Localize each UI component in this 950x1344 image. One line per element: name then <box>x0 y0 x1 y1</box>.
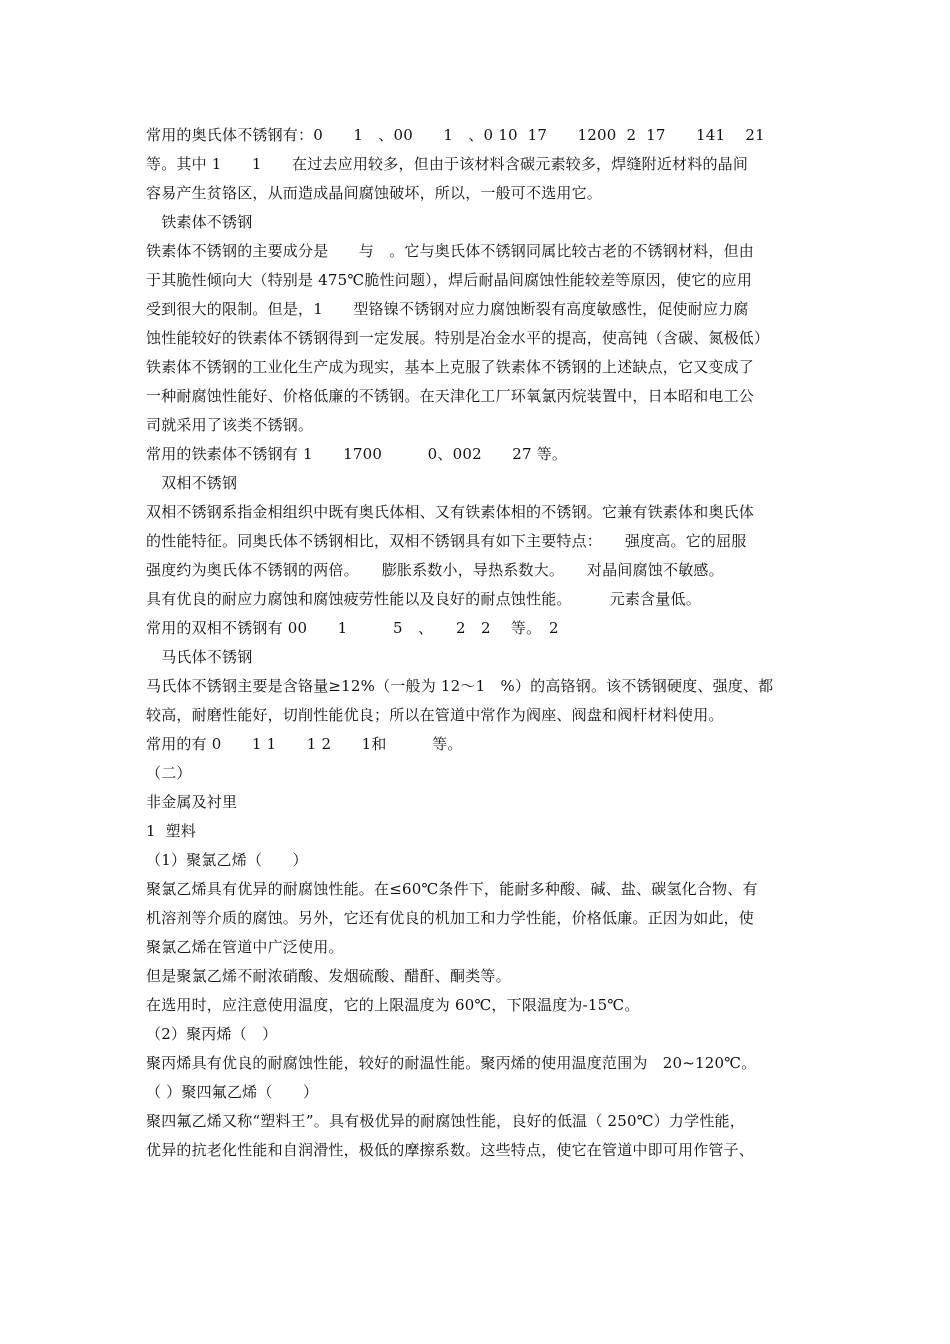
section-heading: （二） <box>146 764 192 782</box>
text-line: 常用的奥氏体不锈钢有：0 1 、00 1 、0 10 17 1200 2 17 141 21 <box>146 126 765 144</box>
text-line: 优异的抗老化性能和自润滑性，极低的摩擦系数。这些特点，使它在管道中即可用作管子、 <box>146 1141 755 1159</box>
body-text <box>146 121 812 1165</box>
text-line: 但是聚氯乙烯不耐浓硝酸、发烟硫酸、醋酐、酮类等。 <box>146 967 511 985</box>
text-line: 受到很大的限制。但是，1 型铬镍不锈钢对应力腐蚀断裂有高度敏感性，促使耐应力腐 <box>146 300 749 318</box>
section-heading: （2）聚丙烯（ ） <box>146 1025 278 1043</box>
text-line: 常用的双相不锈钢有 00 1 5 、 2 2 等。 2 <box>146 619 559 637</box>
text-line: 常用的铁素体不锈钢有 1 1700 0、002 27 等。 <box>146 445 568 463</box>
text-line: 铁素体不锈钢的工业化生产成为现实，基本上克服了铁素体不锈钢的上述缺点，它又变成了 <box>146 358 755 376</box>
text-line: 在选用时，应注意使用温度，它的上限温度为 60℃，下限温度为-15℃。 <box>146 996 640 1014</box>
text-line: 具有优良的耐应力腐蚀和腐蚀疲劳性能以及良好的耐点蚀性能。 元素含量低。 <box>146 590 701 608</box>
text-line: 一种耐腐蚀性能好、价格低廉的不锈钢。在天津化工厂环氧氯丙烷装置中，日本昭和电工公 <box>146 387 755 405</box>
section-heading: 马氏体不锈钢 <box>146 648 253 666</box>
text-line: 较高，耐磨性能好，切削性能优良；所以在管道中常作为阀座、阀盘和阀杆材料使用。 <box>146 706 724 724</box>
section-heading: 铁素体不锈钢 <box>146 213 253 231</box>
text-line: 常用的有 0 1 1 1 2 1和 等。 <box>146 735 463 753</box>
section-heading: （1）聚氯乙烯（ ） <box>146 851 308 869</box>
text-line: 容易产生贫铬区，从而造成晶间腐蚀破坏，所以，一般可不选用它。 <box>146 184 603 202</box>
text-line: 的性能特征。同奥氏体不锈钢相比，双相不锈钢具有如下主要特点： 强度高。它的屈服 <box>146 532 747 550</box>
section-heading: 1 塑料 <box>146 822 197 840</box>
text-line: 双相不锈钢系指金相组织中既有奥氏体相、又有铁素体相的不锈钢。它兼有铁素体和奥氏体 <box>146 503 755 521</box>
text-line: 等。其中 1 1 在过去应用较多，但由于该材料含碳元素较多，焊缝附近材料的晶间 <box>146 155 749 173</box>
text-line: 司就采用了该类不锈钢。 <box>146 416 314 434</box>
text-line: 蚀性能较好的铁素体不锈钢得到一定发展。特别是冶金水平的提高，使高钝（含碳、氮极低） <box>146 329 770 347</box>
text-line: 聚氯乙烯具有优异的耐腐蚀性能。在≤60℃条件下，能耐多种酸、碱、盐、碳氢化合物、有 <box>146 880 758 898</box>
text-line: 铁素体不锈钢的主要成分是 与 。它与奥氏体不锈钢同属比较古老的不锈钢材料，但由 <box>146 242 755 260</box>
text-line: 强度约为奥氏体不锈钢的两倍。 膨胀系数小，导热系数大。 对晶间腐蚀不敏感。 <box>146 561 724 579</box>
section-heading: 双相不锈钢 <box>146 474 238 492</box>
text-line: 聚四氟乙烯又称“塑料王”。具有极优异的耐腐蚀性能，良好的低温（ 250℃）力学性能， <box>146 1112 745 1130</box>
text-line: 马氏体不锈钢主要是含铬量≥12%（一般为 12～1 %）的高铬钢。该不锈钢硬度、强度、都 <box>146 677 774 695</box>
text-line: 机溶剂等介质的腐蚀。另外，它还有优良的机加工和力学性能，价格低廉。正因为如此，使 <box>146 909 755 927</box>
section-heading: （ ）聚四氟乙烯（ ） <box>146 1083 319 1101</box>
section-heading: 非金属及衬里 <box>146 793 238 811</box>
text-line: 聚丙烯具有优良的耐腐蚀性能，较好的耐温性能。聚丙烯的使用温度范围为 20~120℃。 <box>146 1054 757 1072</box>
text-line: 聚氯乙烯在管道中广泛使用。 <box>146 938 344 956</box>
text-line: 于其脆性倾向大（特别是 475℃脆性问题），焊后耐晶间腐蚀性能较差等原因，使它的应用 <box>146 271 753 289</box>
